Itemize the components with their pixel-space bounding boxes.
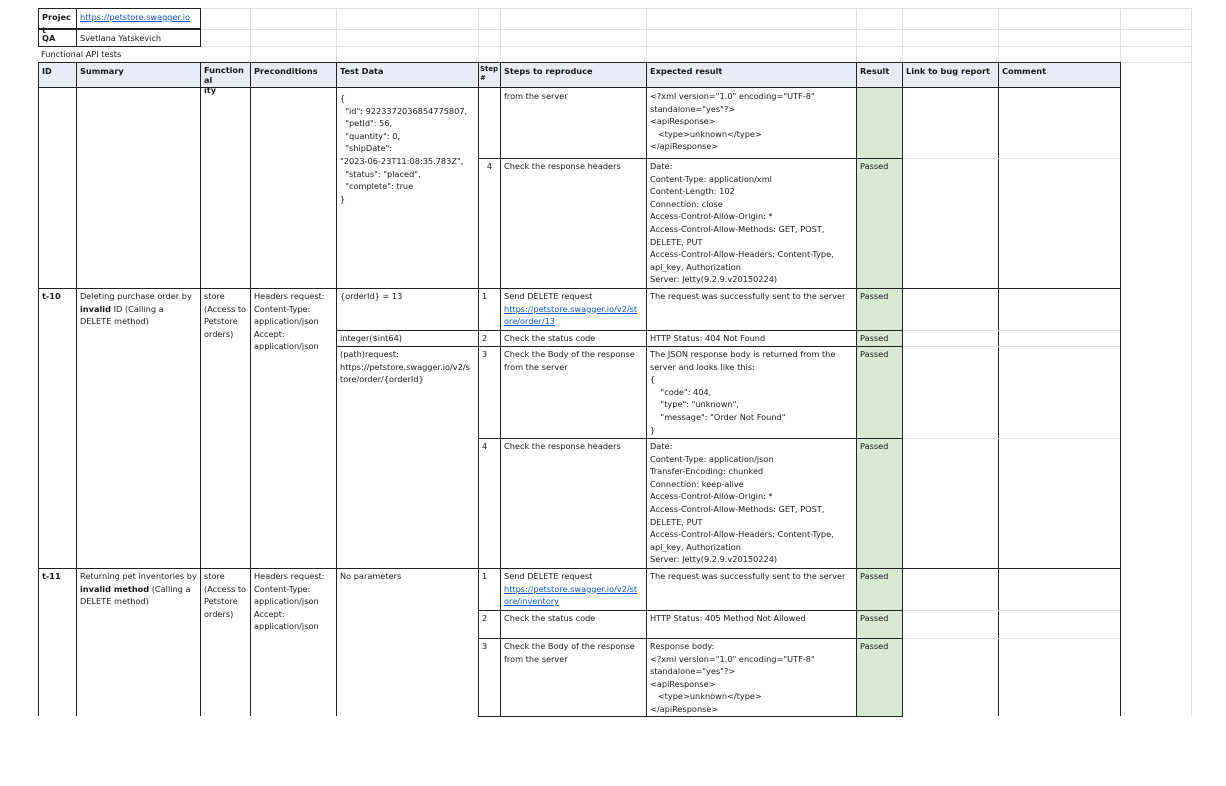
step-text: Send DELETE request https://petstore.swagger.io/v2/st ore/order/13	[504, 291, 638, 327]
border-line	[998, 88, 999, 716]
grid-line	[903, 158, 1120, 159]
result-status: Passed	[857, 158, 902, 288]
expected-result: The request was successfully sent to the server	[650, 571, 846, 581]
step-number: 1	[482, 291, 488, 301]
expected-result: Date: Content-Type: application/json Transfer-Encoding: chunked Connection: keep-alive Access-Control-Allow-Origin: * Access-Control-Allow-Methods: GET, POST, DELETE, PUT Access-Control-Allow-Headers: Content-Type, api_key, Authorization Server: Jetty(9.2.9.v20150224)	[650, 441, 834, 565]
project-link[interactable]: https://petstore.swagger.io	[76, 8, 201, 29]
step-text: Check the Body of the response from the server	[504, 349, 635, 372]
border-line	[38, 568, 1121, 569]
border-line	[38, 288, 1121, 289]
grid-line	[903, 346, 1120, 347]
border-line	[200, 88, 201, 716]
header-result: Result	[856, 62, 903, 88]
functionality-cell: store (Access to Petstore orders)	[204, 571, 247, 619]
border-line	[646, 88, 647, 716]
expected-result: <?xml version="1.0" encoding="UTF-8" standalone="yes"?> <apiResponse> <type>unknown</type> </apiResponse>	[650, 91, 815, 152]
step-text: Check the response headers	[504, 441, 621, 451]
preconditions-cell: Headers request: Content-Type: application/json Accept: application/json	[254, 571, 325, 632]
border-line	[336, 330, 479, 331]
expected-result: HTTP Status: 405 Method Not Allowed	[650, 613, 806, 623]
border-line	[478, 716, 903, 717]
qa-label: QA	[38, 29, 77, 47]
header-comment: Comment	[998, 62, 1121, 88]
request-link[interactable]: https://petstore.swagger.io/v2/st ore/inventory	[504, 583, 638, 607]
grid-line	[903, 330, 1120, 331]
test-data-cell: integer($int64)	[340, 333, 403, 343]
border-line	[336, 346, 479, 347]
grid-line	[646, 8, 647, 62]
section-title: Functional API tests	[41, 49, 122, 59]
expected-result: Date: Content-Type: application/xml Content-Length: 102 Connection: close Access-Control-Allow-Origin: * Access-Control-Allow-Methods: GET, POST, DELETE, PUT Access-Control-Allow-Headers: Content-Type, api_key, Authorization Server: Jetty(9.2.9.v20150224)	[650, 161, 834, 285]
header-preconditions: Preconditions	[250, 62, 337, 88]
header-expected: Expected result	[646, 62, 857, 88]
expected-result: The JSON response body is returned from the server and looks like this: { "code": 404, "type": "unknown", "message": "Order Not Found" }	[650, 349, 836, 435]
result-status: Passed	[857, 438, 902, 568]
grid-line	[903, 638, 1120, 639]
grid-line	[903, 438, 1120, 439]
test-summary: Deleting purchase order by invalid ID (Calling a DELETE method)	[80, 291, 195, 327]
result-status: Passed	[857, 288, 902, 330]
step-number: 4	[486, 161, 493, 171]
step-text: Send DELETE request https://petstore.swagger.io/v2/st ore/inventory	[504, 571, 638, 607]
header-functionality: Functional ity	[200, 62, 251, 88]
expected-result: The request was successfully sent to the server	[650, 291, 846, 301]
header-bug-link: Link to bug report	[902, 62, 999, 88]
test-data-cell: { "id": 9223372036854775807, "petId": 56, "quantity": 0, "shipDate": "2023-06-23T11:08:35.783Z", "status": "placed", "complete": true }	[340, 93, 468, 204]
result-status: Passed	[857, 330, 902, 346]
step-text: Check the Body of the response from the server	[504, 641, 635, 664]
step-number: 2	[482, 613, 488, 623]
grid-line	[998, 8, 999, 62]
header-summary: Summary	[76, 62, 201, 88]
result-cell	[857, 88, 902, 158]
step-number: 1	[482, 571, 488, 581]
result-status: Passed	[857, 610, 902, 638]
request-link[interactable]: https://petstore.swagger.io/v2/st ore/order/13	[504, 303, 638, 327]
header-id: ID	[38, 62, 77, 88]
id-cell	[38, 88, 77, 288]
border-line	[856, 88, 857, 716]
grid-line	[856, 8, 857, 62]
border-line	[478, 438, 903, 439]
test-summary: Returning pet inventories by invalid method (Calling a DELETE method)	[80, 571, 200, 607]
expected-result: Response body: <?xml version="1.0" encoding="UTF-8" standalone="yes"?> <apiResponse> <type>unknown</type> </apiResponse>	[650, 641, 815, 714]
border-line	[478, 346, 903, 347]
border-line	[250, 88, 251, 716]
border-line	[38, 88, 39, 716]
step-text: from the server	[504, 91, 568, 101]
step-number: 4	[482, 441, 488, 451]
step-number: 3	[482, 641, 488, 651]
step-number: 2	[482, 333, 488, 343]
border-line	[478, 638, 903, 639]
header-step-number: Step #	[478, 62, 501, 88]
border-line	[478, 158, 903, 159]
grid-line	[902, 8, 903, 62]
grid-line	[38, 29, 1192, 30]
expected-result: HTTP Status: 404 Not Found	[650, 333, 766, 343]
qa-name: Svetlana Yatskevich	[76, 29, 201, 47]
header-steps: Steps to reproduce	[500, 62, 647, 88]
step-number: 3	[482, 349, 488, 359]
result-status: Passed	[857, 346, 902, 438]
grid-line	[38, 8, 1192, 9]
border-line	[478, 88, 479, 716]
test-data-cell: (path)request: https://petstore.swagger.io/v2/s tore/order/{orderId}	[340, 349, 470, 385]
step-text: Check the response headers	[504, 161, 621, 171]
border-line	[336, 88, 337, 716]
preconditions-cell: Headers request: Content-Type: application/json Accept: application/json	[254, 291, 325, 352]
grid-line	[903, 610, 1120, 611]
step-text: Check the status code	[504, 333, 596, 343]
border-line	[902, 88, 903, 716]
grid-line	[500, 8, 501, 62]
result-status: Passed	[857, 568, 902, 610]
result-status: Passed	[857, 638, 902, 716]
test-id: t-11	[42, 571, 61, 581]
project-label: Project	[38, 8, 77, 29]
grid-line	[1191, 8, 1192, 716]
test-data-cell: {orderId} = 13	[340, 291, 403, 301]
border-line	[478, 330, 903, 331]
border-line	[478, 610, 903, 611]
grid-line	[478, 8, 479, 62]
step-text: Check the status code	[504, 613, 596, 623]
functionality-cell: store (Access to Petstore orders)	[204, 291, 247, 339]
border-line	[1120, 88, 1121, 716]
test-data-cell: No parameters	[340, 571, 402, 581]
border-line	[76, 88, 77, 716]
header-test-data: Test Data	[336, 62, 479, 88]
test-id: t-10	[42, 291, 61, 301]
border-line	[500, 88, 501, 716]
